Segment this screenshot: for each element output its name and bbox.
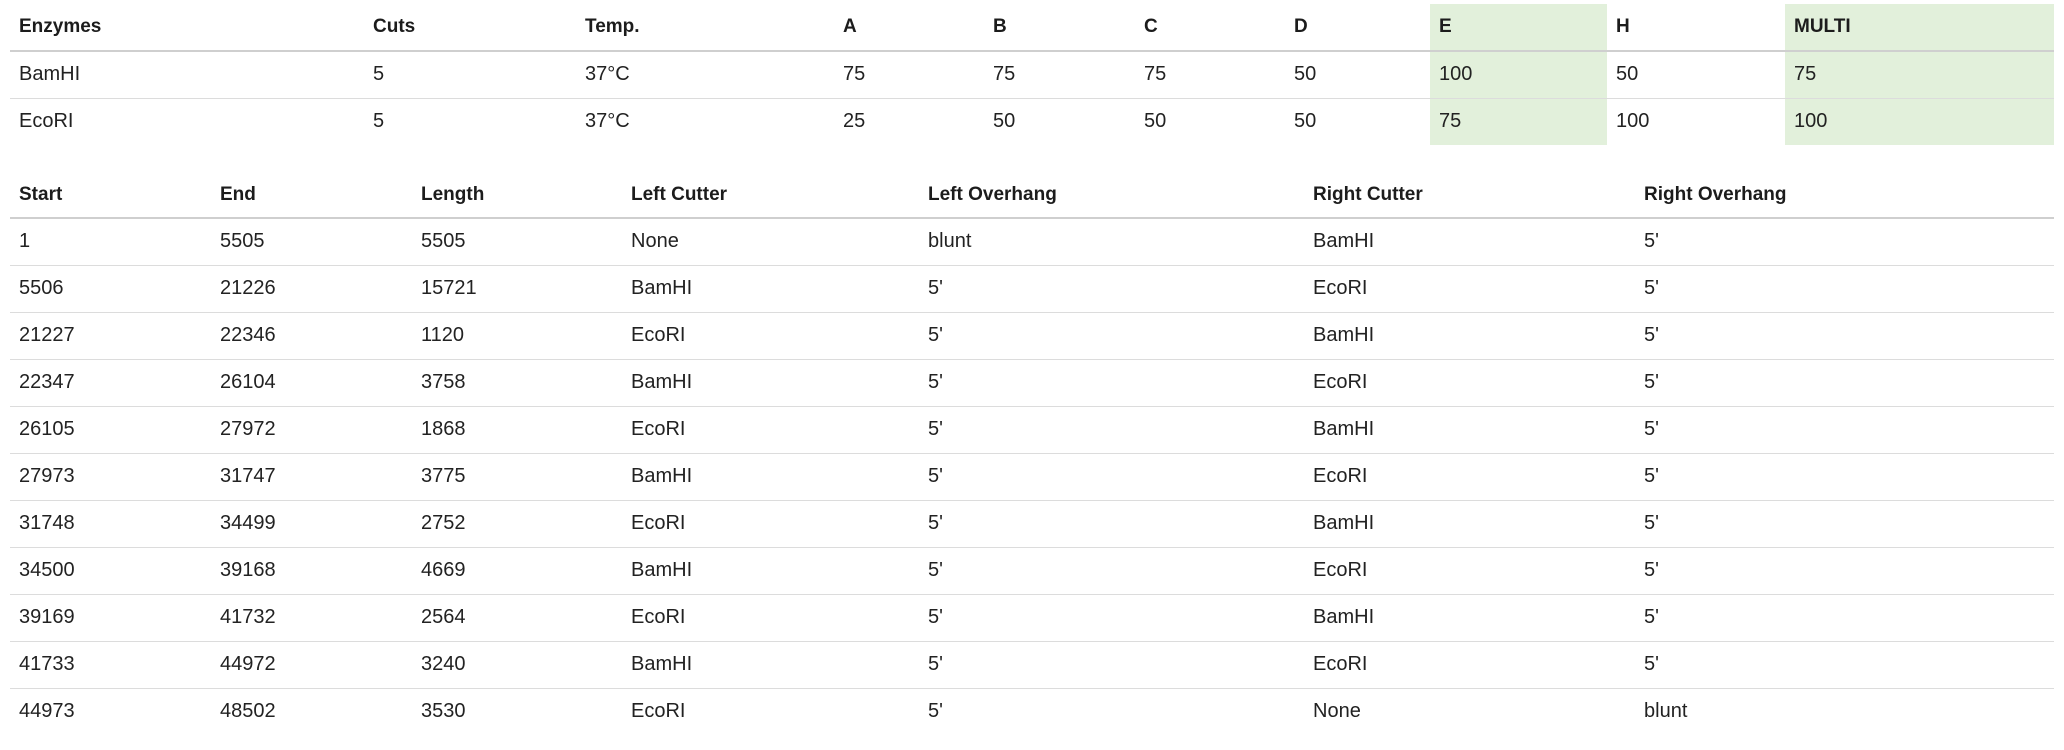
fragment-row[interactable] [10, 453, 2054, 500]
left-cutter-cell: BamHI [631, 371, 693, 393]
length-cell: 1868 [421, 418, 466, 440]
left-overhang-cell: blunt [928, 230, 972, 253]
length-cell: 15721 [421, 277, 477, 299]
right-cutter-cell: BamHI [1313, 324, 1375, 346]
fragment-row[interactable] [10, 359, 2054, 406]
enzyme-value-cell: 37°C [585, 110, 630, 133]
enzyme-value-cell: 5 [373, 110, 385, 133]
start-cell: 26105 [19, 418, 75, 440]
right-overhang-cell: 5' [1644, 512, 1659, 534]
col-header-right-cutter[interactable]: Right Cutter [1313, 183, 1423, 205]
enzyme-value-cell: 50 [1616, 63, 1639, 86]
end-cell: 22346 [220, 324, 276, 346]
left-cutter-cell: EcoRI [631, 324, 686, 346]
left-overhang-cell: 5' [928, 653, 943, 675]
left-overhang-cell: 5' [928, 465, 943, 487]
fragments-table [10, 172, 2054, 735]
left-overhang-cell: 5' [928, 559, 943, 581]
enzymes-header-row [10, 4, 2054, 51]
start-cell: 5506 [19, 277, 64, 299]
enzyme-name-cell: EcoRI [19, 110, 74, 133]
enzyme-row[interactable] [10, 98, 2054, 145]
start-cell: 44973 [19, 700, 75, 723]
end-cell: 48502 [220, 700, 276, 723]
fragment-row[interactable] [10, 265, 2054, 312]
enzyme-value-cell: 75 [1430, 98, 1607, 145]
enzyme-value-cell: 100 [1430, 51, 1607, 98]
right-overhang-cell: 5' [1644, 559, 1659, 581]
col-header-left-overhang[interactable]: Left Overhang [928, 183, 1057, 205]
end-cell: 21226 [220, 277, 276, 299]
right-cutter-cell: EcoRI [1313, 277, 1368, 299]
length-cell: 3240 [421, 653, 466, 675]
start-cell: 39169 [19, 606, 75, 628]
fragment-row[interactable] [10, 406, 2054, 453]
col-header-buffer-c[interactable]: C [1144, 16, 1158, 37]
enzyme-value-cell: 75 [843, 63, 866, 86]
enzyme-value-cell: 100 [1616, 110, 1650, 133]
left-cutter-cell: BamHI [631, 653, 693, 675]
col-header-buffer-multi[interactable]: MULTI [1785, 4, 2054, 51]
start-cell: 1 [19, 230, 31, 253]
enzyme-name-cell: BamHI [19, 63, 81, 86]
left-cutter-cell: EcoRI [631, 606, 686, 628]
col-header-buffer-b[interactable]: B [993, 16, 1007, 37]
right-cutter-cell: BamHI [1313, 230, 1375, 253]
enzyme-value-cell: 75 [993, 63, 1016, 86]
col-header-enzymes[interactable]: Enzymes [19, 16, 102, 37]
col-header-buffer-d[interactable]: D [1294, 16, 1308, 37]
length-cell: 4669 [421, 559, 466, 581]
left-cutter-cell: None [631, 230, 679, 253]
enzyme-value-cell: 50 [993, 110, 1016, 133]
left-cutter-cell: BamHI [631, 465, 693, 487]
enzyme-value-cell: 50 [1294, 63, 1317, 86]
right-overhang-cell: 5' [1644, 371, 1659, 393]
left-cutter-cell: EcoRI [631, 700, 686, 723]
enzymes-body [10, 51, 2054, 145]
right-cutter-cell: None [1313, 700, 1361, 723]
enzyme-value-cell: 37°C [585, 63, 630, 86]
left-overhang-cell: 5' [928, 512, 943, 534]
length-cell: 5505 [421, 230, 466, 253]
start-cell: 31748 [19, 512, 75, 534]
end-cell: 41732 [220, 606, 276, 628]
right-overhang-cell: 5' [1644, 606, 1659, 628]
enzymes-table [10, 4, 2054, 145]
col-header-buffer-h[interactable]: H [1616, 16, 1630, 37]
right-cutter-cell: BamHI [1313, 512, 1375, 534]
left-overhang-cell: 5' [928, 700, 943, 723]
right-overhang-cell: blunt [1644, 700, 1688, 723]
end-cell: 39168 [220, 559, 276, 581]
col-header-temp[interactable]: Temp. [585, 16, 640, 37]
right-overhang-cell: 5' [1644, 418, 1659, 440]
left-cutter-cell: EcoRI [631, 512, 686, 534]
left-overhang-cell: 5' [928, 371, 943, 393]
right-overhang-cell: 5' [1644, 653, 1659, 675]
enzyme-value-cell: 50 [1144, 110, 1167, 133]
start-cell: 22347 [19, 371, 75, 393]
end-cell: 27972 [220, 418, 276, 440]
col-header-buffer-e[interactable]: E [1430, 4, 1607, 51]
right-cutter-cell: EcoRI [1313, 559, 1368, 581]
enzyme-value-cell: 25 [843, 110, 866, 133]
length-cell: 2564 [421, 606, 466, 628]
enzyme-value-cell: 75 [1144, 63, 1167, 86]
enzyme-row[interactable] [10, 51, 2054, 98]
fragment-row[interactable] [10, 312, 2054, 359]
fragment-row[interactable] [10, 547, 2054, 594]
right-overhang-cell: 5' [1644, 277, 1659, 299]
right-cutter-cell: EcoRI [1313, 465, 1368, 487]
length-cell: 3530 [421, 700, 466, 723]
end-cell: 44972 [220, 653, 276, 675]
fragment-row[interactable] [10, 218, 2054, 265]
length-cell: 1120 [421, 324, 465, 346]
col-header-length[interactable]: Length [421, 183, 485, 205]
right-cutter-cell: EcoRI [1313, 371, 1368, 393]
start-cell: 34500 [19, 559, 75, 581]
col-header-buffer-a[interactable]: A [843, 16, 857, 37]
col-header-right-overhang[interactable]: Right Overhang [1644, 183, 1787, 205]
fragment-row[interactable] [10, 641, 2054, 688]
fragment-row[interactable] [10, 688, 2054, 735]
length-cell: 3758 [421, 371, 466, 393]
left-overhang-cell: 5' [928, 324, 943, 346]
right-overhang-cell: 5' [1644, 465, 1659, 487]
left-cutter-cell: BamHI [631, 277, 693, 299]
length-cell: 3775 [421, 465, 466, 487]
right-cutter-cell: BamHI [1313, 418, 1375, 440]
fragments-header-row [10, 172, 2054, 218]
left-overhang-cell: 5' [928, 418, 943, 440]
length-cell: 2752 [421, 512, 466, 534]
right-overhang-cell: 5' [1644, 230, 1659, 253]
right-cutter-cell: EcoRI [1313, 653, 1368, 675]
fragments-body [10, 218, 2054, 735]
enzyme-value-cell: 75 [1785, 51, 2054, 98]
start-cell: 21227 [19, 324, 75, 346]
col-header-left-cutter[interactable]: Left Cutter [631, 183, 728, 205]
col-header-cuts[interactable]: Cuts [373, 16, 416, 37]
col-header-start[interactable]: Start [19, 183, 63, 205]
col-header-end[interactable]: End [220, 183, 256, 205]
start-cell: 27973 [19, 465, 75, 487]
end-cell: 31747 [220, 465, 276, 487]
left-cutter-cell: EcoRI [631, 418, 686, 440]
fragment-row[interactable] [10, 594, 2054, 641]
end-cell: 26104 [220, 371, 276, 393]
start-cell: 41733 [19, 653, 75, 675]
enzyme-value-cell: 100 [1785, 98, 2054, 145]
right-overhang-cell: 5' [1644, 324, 1659, 346]
enzyme-value-cell: 50 [1294, 110, 1317, 133]
end-cell: 5505 [220, 230, 265, 253]
fragment-row[interactable] [10, 500, 2054, 547]
left-overhang-cell: 5' [928, 606, 943, 628]
left-cutter-cell: BamHI [631, 559, 693, 581]
right-cutter-cell: BamHI [1313, 606, 1375, 628]
end-cell: 34499 [220, 512, 276, 534]
enzyme-value-cell: 5 [373, 63, 385, 86]
left-overhang-cell: 5' [928, 277, 943, 299]
